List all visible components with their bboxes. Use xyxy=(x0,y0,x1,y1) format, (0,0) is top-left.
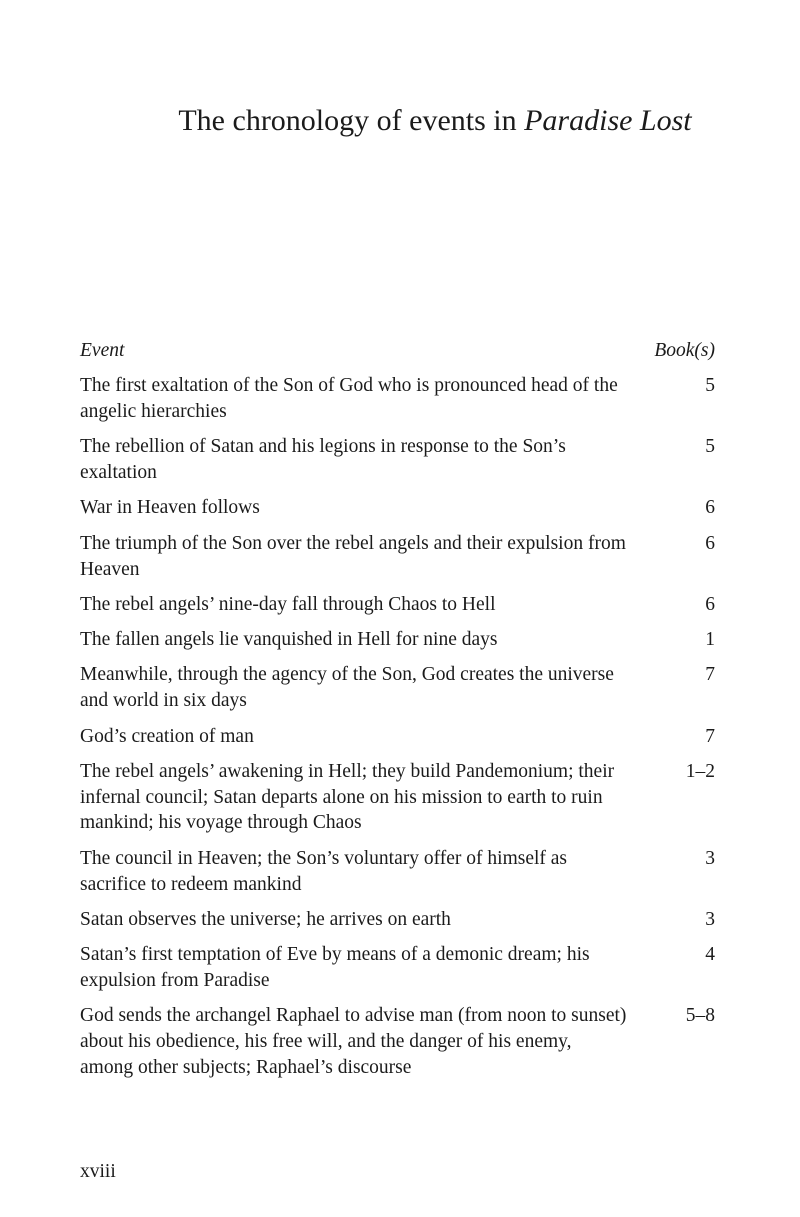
table-row xyxy=(80,531,715,583)
books-cell: 1–2 xyxy=(685,760,715,782)
page-title xyxy=(80,101,790,142)
books-cell: 3 xyxy=(705,847,715,869)
chronology-table xyxy=(80,338,715,1081)
event-cell: The rebel angels’ awakening in Hell; they build Pandemonium; their infernal council; Satan departs alone on his mission to earth to ruin mankind; his voyage through Chaos xyxy=(80,760,615,834)
event-cell: The rebellion of Satan and his legions in response to the Son’s exaltation xyxy=(80,436,566,484)
books-cell: 4 xyxy=(705,944,715,966)
table-row xyxy=(80,434,715,486)
event-cell: War in Heaven follows xyxy=(80,497,260,519)
table-row xyxy=(80,662,715,714)
books-cell: 5–8 xyxy=(685,1005,715,1027)
table-row xyxy=(80,907,715,933)
books-cell: 6 xyxy=(705,593,715,615)
table-row xyxy=(80,627,715,653)
books-cell: 3 xyxy=(705,908,715,930)
table-header xyxy=(80,338,715,364)
table-row xyxy=(80,942,715,994)
table-row xyxy=(80,759,715,836)
header-event: Event xyxy=(80,340,125,361)
page-number: xviii xyxy=(80,1161,116,1182)
table-row xyxy=(80,592,715,618)
event-cell: The first exaltation of the Son of God who is pronounced head of the angelic hierarchies xyxy=(80,375,618,423)
event-cell: The rebel angels’ nine-day fall through Chaos to Hell xyxy=(80,593,496,615)
books-cell: 6 xyxy=(705,532,715,554)
event-cell: God sends the archangel Raphael to advise man (from noon to sunset) about his obedience, his free will, and the danger of his enemy, among other subjects; Raphael’s discourse xyxy=(80,1005,627,1078)
table-row xyxy=(80,495,715,521)
books-cell: 7 xyxy=(705,664,715,686)
event-cell: The triumph of the Son over the rebel angels and their expulsion from Heaven xyxy=(80,532,626,580)
table-row xyxy=(80,1003,715,1080)
books-cell: 5 xyxy=(705,375,715,397)
table-row xyxy=(80,373,715,425)
table-body xyxy=(80,373,715,1080)
event-cell: God’s creation of man xyxy=(80,725,254,747)
event-cell: The council in Heaven; the Son’s voluntary offer of himself as sacrifice to redeem mankind xyxy=(80,847,568,895)
event-cell: The fallen angels lie vanquished in Hell for nine days xyxy=(80,629,498,651)
books-cell: 1 xyxy=(705,629,715,651)
event-cell: Meanwhile, through the agency of the Son, God creates the universe and world in six days xyxy=(80,664,614,712)
table-row xyxy=(80,846,715,898)
title-italic: Paradise Lost xyxy=(524,104,692,137)
header-books: Book(s) xyxy=(654,340,715,361)
books-cell: 7 xyxy=(705,725,715,747)
title-text: The chronology of events in xyxy=(178,104,525,137)
table-row xyxy=(80,724,715,750)
event-cell: Satan observes the universe; he arrives on earth xyxy=(80,908,451,930)
books-cell: 6 xyxy=(705,497,715,519)
books-cell: 5 xyxy=(705,436,715,458)
event-cell: Satan’s first temptation of Eve by means of a demonic dream; his expulsion from Paradise xyxy=(80,944,590,991)
